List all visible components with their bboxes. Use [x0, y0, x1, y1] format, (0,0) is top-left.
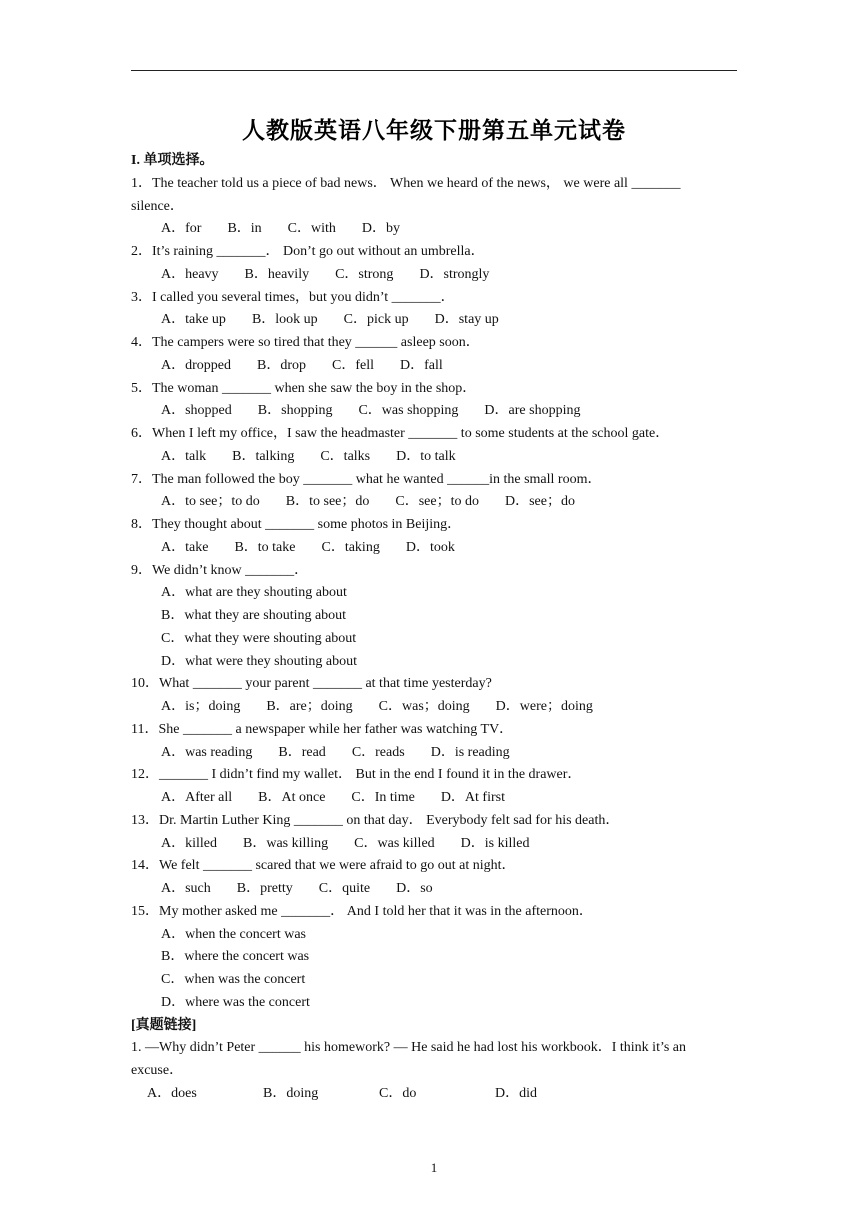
exam-content [131, 150, 743, 1106]
question-item [131, 241, 743, 287]
option: A．After all [161, 790, 233, 805]
question-item [131, 173, 743, 241]
option: A．to see；to do [161, 494, 260, 510]
question-item [131, 514, 743, 560]
option-row [131, 787, 743, 810]
option: B．At once [258, 790, 326, 805]
option-row [131, 218, 743, 241]
question-text: 7．The man followed the boy _______ what he wanted ______in the small room． [131, 471, 602, 487]
option: C．talks [320, 448, 371, 464]
option: D．are shopping [484, 403, 581, 419]
option-row [131, 355, 743, 378]
question-item [131, 332, 743, 378]
option-row [131, 400, 743, 423]
option: B．talking [232, 448, 295, 464]
question-text: 10．What _______ your parent _______ at that time yesterday? [131, 676, 492, 692]
option: D．stay up [434, 312, 499, 328]
option: B．to take [234, 539, 296, 555]
option: A．killed [161, 835, 217, 851]
question-item [131, 810, 743, 856]
option: B．what they are shouting about [161, 608, 347, 623]
option: D．did [495, 1085, 537, 1101]
option: B．are；doing [266, 699, 353, 714]
option-row [131, 696, 743, 719]
question-text: 6．When I left my office，I saw the headmaster _______ to some students at the school gate． [131, 426, 670, 441]
question-item [131, 560, 743, 674]
option: D．is killed [460, 835, 530, 851]
question-text: 1. —Why didn’t Peter ______ his homework? — He said he had lost his workbook．I think it’s an [131, 1040, 687, 1056]
option-row [131, 309, 743, 332]
question-item [131, 673, 743, 719]
question-item [131, 469, 743, 515]
option-row [131, 742, 743, 765]
question-item [131, 287, 743, 333]
option: D．where was the concert [161, 994, 310, 1010]
option: C．was shopping [358, 403, 459, 419]
option: A．for [161, 221, 202, 237]
option: C．taking [321, 539, 380, 555]
option: D．fall [400, 357, 443, 373]
option: C．with [287, 221, 336, 237]
section-heading-zhenti: [真题链接] [131, 1017, 197, 1033]
question-list [131, 173, 743, 1015]
option: B．drop [257, 357, 306, 373]
option: A．what are they shouting about [161, 585, 347, 601]
option: A．was reading [161, 744, 253, 760]
question-text-continued: excuse． [131, 1063, 184, 1078]
option-row [131, 1083, 743, 1106]
option: A．take up [161, 312, 226, 328]
option: B．doing [263, 1085, 319, 1101]
question-text: 3．I called you several times，but you didn’t _______． [131, 289, 455, 305]
question-text: 5．The woman _______ when she saw the boy in the shop． [131, 380, 477, 396]
option: B．where the concert was [161, 949, 310, 965]
option: A．does [147, 1085, 197, 1101]
question-item [131, 423, 743, 469]
question-item [131, 719, 743, 765]
option: A．talk [161, 448, 207, 464]
question-text: 12．_______ I didn’t find my wallet． But in the end I found it in the drawer． [131, 767, 582, 783]
option: D．is reading [430, 744, 510, 760]
section-heading: I. 单项选择。 [131, 153, 214, 168]
option: A．such [161, 881, 211, 896]
option: D．by [361, 221, 401, 237]
option: C．reads [351, 744, 405, 760]
option: C．what they were shouting about [161, 630, 357, 646]
option: C．strong [335, 266, 394, 282]
option: B．pretty [236, 881, 293, 896]
option: B．shopping [257, 403, 333, 419]
page-title: 人教版英语八年级下册第五单元试卷 [242, 118, 626, 143]
header-rule [131, 70, 737, 71]
option: A．dropped [161, 357, 231, 373]
option-row [131, 833, 743, 856]
question-item [131, 901, 743, 1015]
option: A．shopped [161, 403, 232, 419]
option: B．read [278, 744, 326, 760]
option: B．look up [251, 312, 318, 328]
option: D．so [396, 881, 433, 896]
option: A．heavy [161, 266, 219, 282]
option: D．strongly [419, 266, 490, 282]
option: C．when was the concert [161, 972, 306, 987]
option-row [131, 491, 743, 514]
option: C．In time [351, 790, 415, 805]
question-text: 8．They thought about _______ some photos in Beijing． [131, 517, 462, 532]
option: D．what were they shouting about [161, 653, 357, 669]
question-item [131, 855, 743, 901]
option: C．do [379, 1085, 417, 1101]
option: D．took [405, 539, 455, 555]
option: C．was；doing [378, 699, 470, 714]
option-row [131, 446, 743, 469]
option: C．pick up [343, 312, 409, 328]
page-number: 1 [430, 1160, 438, 1175]
option: A．take [161, 539, 209, 555]
question-item [131, 764, 743, 810]
question-text: 9．We didn’t know _______． [131, 562, 309, 578]
option: B．to see；do [285, 494, 370, 510]
question-item [131, 378, 743, 424]
option-row [131, 537, 743, 560]
question-text: 4．The campers were so tired that they ______ asleep soon． [131, 335, 480, 350]
option: D．were；doing [495, 699, 593, 714]
option: B．was killing [243, 835, 329, 851]
question-text: 2．It’s raining _______． Don’t go out without an umbrella． [131, 244, 485, 259]
option: C．quite [318, 881, 371, 896]
option: D．see；do [504, 494, 575, 510]
question-text: 1．The teacher told us a piece of bad news． When we heard of the news， we were all _______ [131, 175, 681, 191]
option: A．when the concert was [161, 926, 307, 942]
question-text-continued: silence． [131, 198, 184, 214]
option: B．heavily [244, 266, 310, 282]
option: A．is；doing [161, 699, 241, 714]
question-text: 13．Dr. Martin Luther King _______ on that day． Everybody felt sad for his death． [131, 812, 620, 828]
option: D．At first [440, 790, 505, 805]
option-row [131, 878, 743, 901]
option: C．see；to do [395, 494, 479, 510]
question-text: 15．My mother asked me _______． And I told her that it was in the afternoon． [131, 903, 593, 919]
question-text: 11．She _______ a newspaper while her father was watching TV． [131, 721, 514, 737]
option-row [131, 264, 743, 287]
option: C．fell [332, 357, 374, 373]
option: B．in [227, 221, 262, 237]
zhenti-question [131, 1037, 743, 1105]
option: D．to talk [396, 448, 456, 464]
option: C．was killed [354, 835, 435, 851]
question-text: 14．We felt _______ scared that we were afraid to go out at night． [131, 858, 516, 874]
